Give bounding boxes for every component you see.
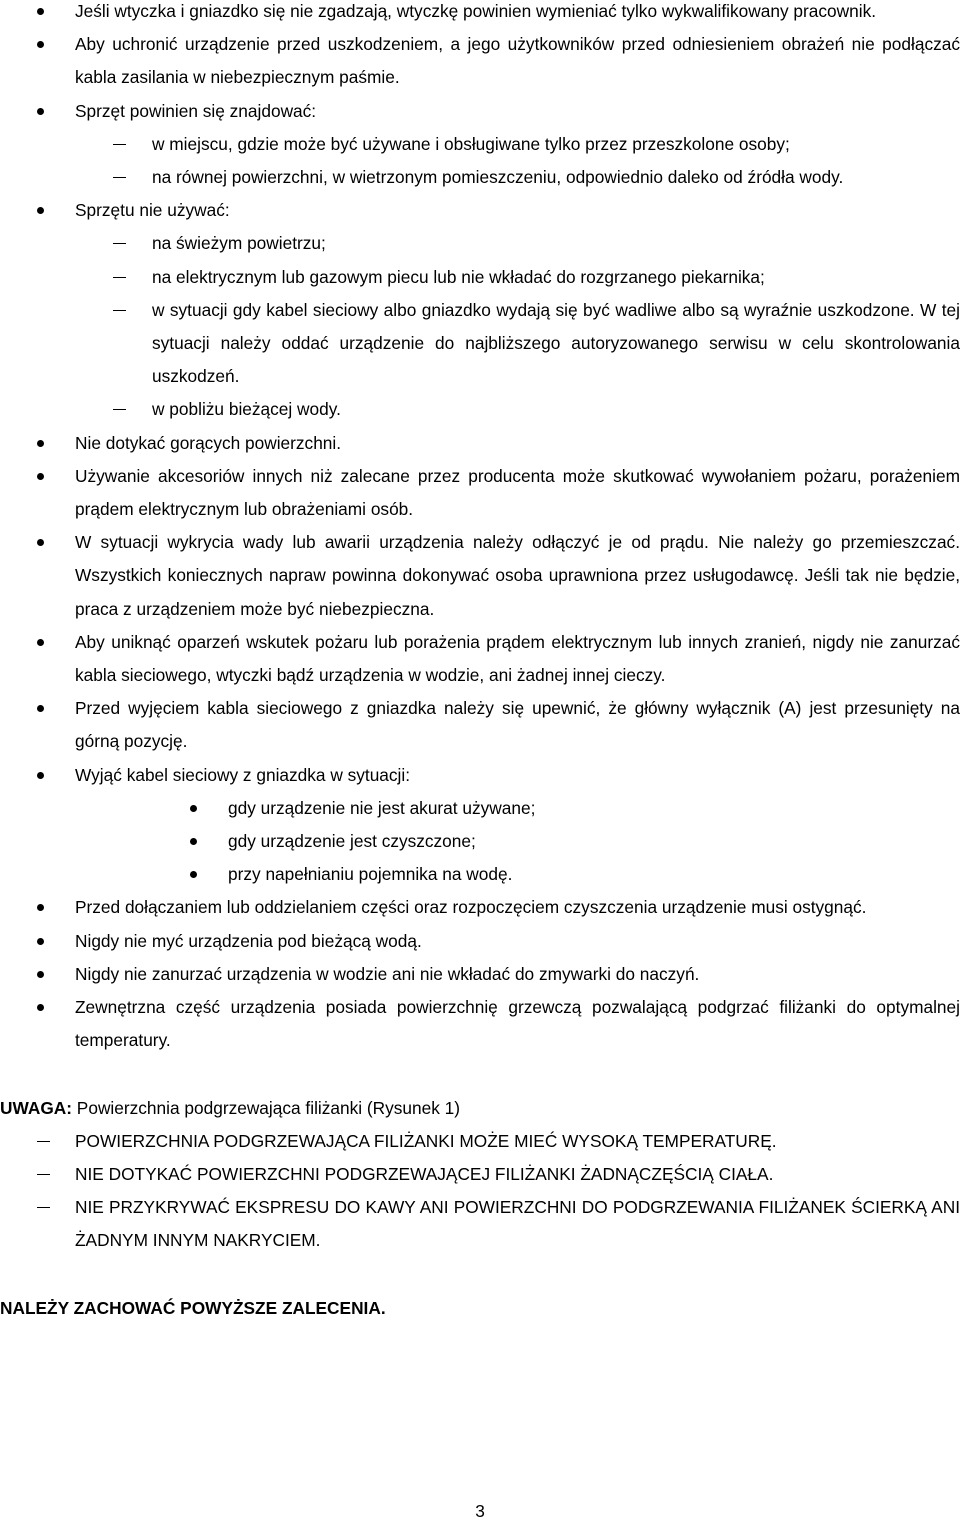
warning-label: UWAGA: (0, 1097, 72, 1118)
list-item: Aby uniknąć oparzeń wskutek pożaru lub porażenia prądem elektrycznym lub innych zranień, nigdy nie zanurzać kabla sieciowego, wtyczki bądź urządzenia w wodzie, ani żadnej innej cieczy. (0, 626, 960, 692)
list-item: Przed wyjęciem kabla sieciowego z gniazdka należy się upewnić, że główny wyłącznik (A) jest przesunięty na górną pozycję. (0, 692, 960, 758)
page-number: 3 (475, 1501, 485, 1521)
list-item: Nie dotykać gorących powierzchni. (0, 427, 960, 460)
list-item: W sytuacji wykrycia wady lub awarii urządzenia należy odłączyć je od prądu. Nie należy go przemieszczać. Wszystkich koniecznych napraw powinna dokonywać osoba uprawniona przez usługodawcę. Jeśli tak nie będzie, praca z urządzeniem może być niebezpieczna. (0, 526, 960, 626)
list-item: Jeśli wtyczka i gniazdko się nie zgadzają, wtyczkę powinien wymieniać tylko wykwalifikowany pracownik. (0, 0, 960, 28)
dash-list-item: w miejscu, gdzie może być używane i obsługiwane tylko przez przeszkolone osoby; (0, 128, 960, 161)
list-item: Nigdy nie myć urządzenia pod bieżącą wodą. (0, 925, 960, 958)
sub-list-item: gdy urządzenie jest czyszczone; (0, 825, 960, 858)
list-item: Nigdy nie zanurzać urządzenia w wodzie ani nie wkładać do zmywarki do naczyń. (0, 958, 960, 991)
warning-text: Powierzchnia podgrzewająca filiżanki (Rysunek 1) (72, 1097, 461, 1118)
sub-list-item: przy napełnianiu pojemnika na wodę. (0, 858, 960, 891)
warning-item: POWIERZCHNIA PODGRZEWAJĄCA FILIŻANKI MOŻE MIEĆ WYSOKĄ TEMPERATURĘ. (0, 1125, 960, 1158)
list-item: Zewnętrzna część urządzenia posiada powierzchnię grzewczą pozwalającą podgrzać filiżanki do optymalnej temperatury. (0, 991, 960, 1057)
list-item: Aby uchronić urządzenie przed uszkodzeniem, a jego użytkowników przed odniesieniem obrażeń nie podłączać kabla zasilania w niebezpiecznym paśmie. (0, 28, 960, 94)
warning-heading (0, 1092, 960, 1125)
list-item: Przed dołączaniem lub oddzielaniem części oraz rozpoczęciem czyszczenia urządzenie musi ostygnąć. (0, 891, 960, 924)
warning-item: NIE DOTYKAĆ POWIERZCHNI PODGRZEWAJĄCEJ FILIŻANKI ŻADNĄCZĘŚCIĄ CIAŁA. (0, 1158, 960, 1191)
list-item-heading: Sprzętu nie używać: (0, 194, 960, 227)
dash-list-item: na elektrycznym lub gazowym piecu lub nie wkładać do rozgrzanego piekarnika; (0, 261, 960, 294)
dash-list-item: w pobliżu bieżącej wody. (0, 393, 960, 426)
dash-list-item: na równej powierzchni, w wietrzonym pomieszczeniu, odpowiednio daleko od źródła wody. (0, 161, 960, 194)
dash-list-item: w sytuacji gdy kabel sieciowy albo gniazdko wydają się być wadliwe albo są wyraźnie uszkodzone. W tej sytuacji należy oddać urządzenie do najbliższego autoryzowanego serwisu w celu skontrolowania uszkodzeń. (0, 294, 960, 394)
footer-note: NALEŻY ZACHOWAĆ POWYŻSZE ZALECENIA. (0, 1297, 386, 1318)
sub-list-item: gdy urządzenie nie jest akurat używane; (0, 792, 960, 825)
list-item-heading: Sprzęt powinien się znajdować: (0, 95, 960, 128)
dash-list-item: na świeżym powietrzu; (0, 227, 960, 260)
list-item-heading: Wyjąć kabel sieciowy z gniazdka w sytuacji: (0, 759, 960, 792)
list-item: Używanie akcesoriów innych niż zalecane przez producenta może skutkować wywołaniem pożaru, porażeniem prądem elektrycznym lub obrażeniami osób. (0, 460, 960, 526)
warning-item: NIE PRZYKRYWAĆ EKSPRESU DO KAWY ANI POWIERZCHNI DO PODGRZEWANIA FILIŻANEK ŚCIERKĄ ANI ŻADNYM INNYM NAKRYCIEM. (0, 1191, 960, 1257)
